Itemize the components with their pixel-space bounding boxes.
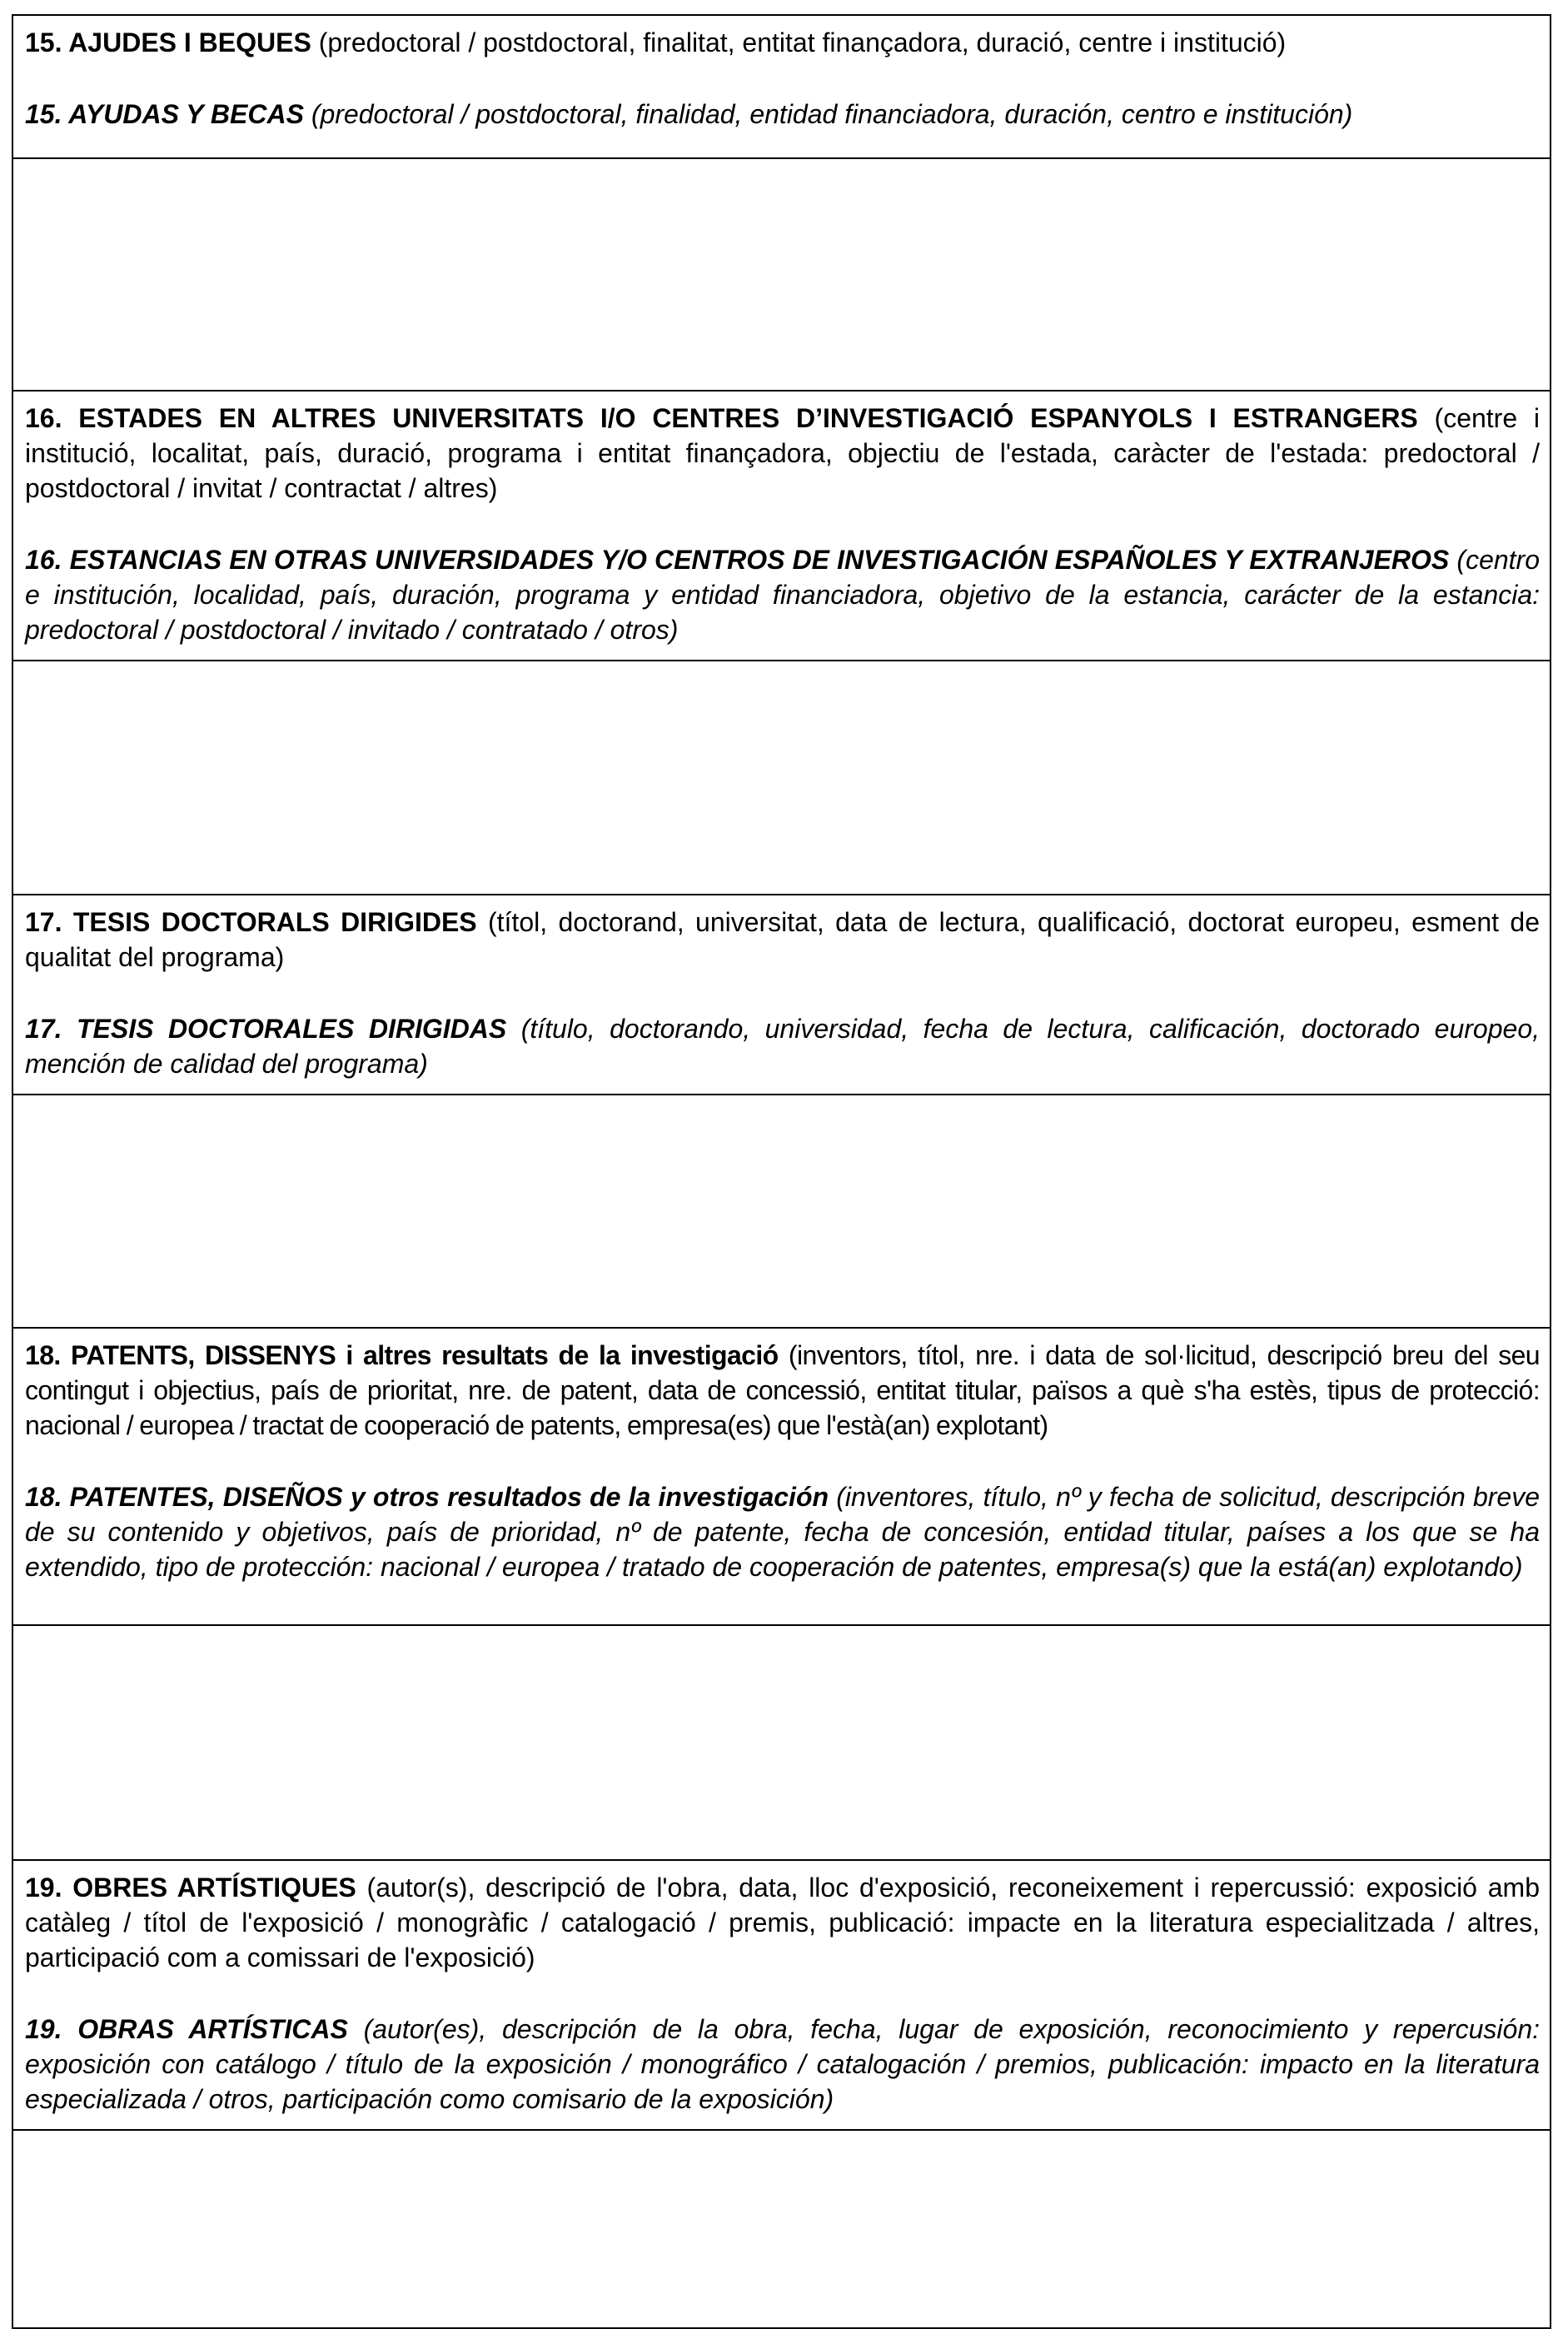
section-header — [13, 895, 1550, 1095]
spanish-title: 18. PATENTES, DISEÑOS y otros resultados de la investigación — [25, 1482, 829, 1512]
catalan-description: (inventors, títol, nre. i data de sol·licitud, descripció breu del seu contingut i objectius, país de prioritat, nre. de patent, data de concessió, entitat titular, països a què s'ha estès, tipus de protecció: nacional / europea / tractat de cooperació de patents, empresa(es) que l'està(an) explotant) — [25, 1340, 1540, 1440]
section-header — [13, 1861, 1550, 2131]
spanish-title: 19. OBRAS ARTÍSTICAS — [25, 2014, 348, 2044]
answer-field[interactable] — [13, 661, 1550, 894]
spanish-heading — [25, 97, 1540, 132]
catalan-heading — [25, 25, 1540, 60]
section-header — [13, 1329, 1550, 1626]
spanish-description: (inventores, título, nº y fecha de solicitud, descripción breve de su contenido y objetivos, país de prioridad, nº de patente, fecha de concesión, entidad titular, países a los que se ha extendido, tipo de protección: nacional / europea / tratado de cooperación de patentes, empresa(s) que la está(an) explotando) — [25, 1482, 1541, 1582]
section-15-grants — [13, 16, 1550, 391]
catalan-title: 17. TESIS DOCTORALS DIRIGIDES — [25, 907, 477, 937]
spanish-description: (predoctoral / postdoctoral, finalidad, entidad financiadora, duración, centro e institución) — [303, 99, 1353, 129]
answer-field[interactable] — [13, 1626, 1550, 1859]
catalan-heading — [25, 401, 1540, 506]
section-header — [13, 16, 1550, 159]
section-19-artistic-works — [13, 1861, 1550, 2327]
section-header — [13, 391, 1550, 661]
spanish-title: 16. ESTANCIAS EN OTRAS UNIVERSIDADES Y/O CENTROS DE INVESTIGACIÓN ESPAÑOLES Y EXTRANJEROS — [25, 545, 1450, 575]
catalan-description: (autor(s), descripció de l'obra, data, lloc d'exposició, reconeixement i repercussió: exposició amb catàleg / títol de l'exposició / monogràfic / catalogació / premis, publicació: impacte en la literatura especialitzada / altres, participació com a comissari de l'exposició) — [25, 1873, 1540, 1972]
catalan-description: (centre i institució, localitat, país, duració, programa i entitat finançadora, objectiu de l'estada, caràcter de l'estada: predoctoral / postdoctoral / invitat / contractat / altres) — [25, 403, 1541, 503]
section-17-supervised-theses — [13, 895, 1550, 1329]
section-18-patents — [13, 1329, 1550, 1861]
cv-form-page — [12, 14, 1551, 2329]
spanish-heading — [25, 1011, 1540, 1081]
catalan-title: 16. ESTADES EN ALTRES UNIVERSITATS I/O CENTRES D’INVESTIGACIÓ ESPANYOLS I ESTRANGERS — [25, 403, 1418, 433]
spanish-heading — [25, 542, 1540, 647]
spanish-description: (centro e institución, localidad, país, duración, programa y entidad financiadora, objetivo de la estancia, carácter de la estancia: predoctoral / postdoctoral / invitado / contratado / otros) — [25, 545, 1541, 645]
catalan-heading — [25, 905, 1540, 975]
catalan-heading — [25, 1870, 1540, 1975]
answer-field[interactable] — [13, 159, 1550, 390]
spanish-heading — [25, 1479, 1540, 1584]
spanish-title: 17. TESIS DOCTORALES DIRIGIDAS — [25, 1014, 507, 1044]
spanish-heading — [25, 2012, 1540, 2117]
catalan-title: 18. PATENTS, DISSENYS i altres resultats de la investigació — [25, 1340, 779, 1370]
spanish-description: (autor(es), descripción de la obra, fecha, lugar de exposición, reconocimiento y repercusión: exposición con catálogo / título de la exposición / monográfico / catalogación / premios, publicación: impacto en la literatura especializada / otros, participación como comisario de la exposición) — [25, 2014, 1540, 2114]
answer-field[interactable] — [13, 1095, 1550, 1327]
catalan-description: (predoctoral / postdoctoral, finalitat, entitat finançadora, duració, centre i institució) — [311, 27, 1287, 57]
catalan-title: 15. AJUDES I BEQUES — [25, 27, 311, 57]
catalan-description: (títol, doctorand, universitat, data de lectura, qualificació, doctorat europeu, esment de qualitat del programa) — [25, 907, 1540, 972]
answer-field[interactable] — [13, 2131, 1550, 2327]
spanish-description: (título, doctorando, universidad, fecha de lectura, calificación, doctorado europeo, mención de calidad del programa) — [25, 1014, 1541, 1079]
section-16-research-stays — [13, 391, 1550, 895]
spanish-title: 15. AYUDAS Y BECAS — [25, 99, 304, 129]
catalan-heading — [25, 1338, 1540, 1443]
catalan-title: 19. OBRES ARTÍSTIQUES — [25, 1873, 356, 1903]
